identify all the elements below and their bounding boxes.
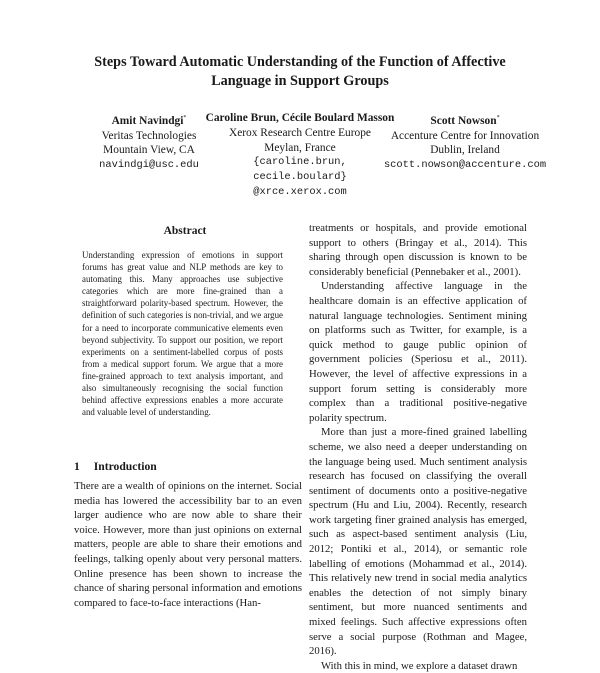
author-name: Caroline Brun, Cécile Boulard Masson [205,112,395,124]
author-affiliation: Veritas Technologies [101,129,197,142]
intro-paragraph-1: There are a wealth of opinions on the internet. Social media has lowered the accessibility bar to an even larger audience who are now able to share their voice. However, more than just opinions on external matters, people are able to share their emotions and feelings, talking openly about very personal matters. Online presence has been shown to increase the chance of sharing personal information and emotions compared to face-to-face interactions (Han- [74,480,302,609]
section-title: Introduction [93,460,157,473]
abstract-heading: Abstract [163,225,207,237]
title-line-2: Language in Support Groups [211,73,389,89]
author-email-line-1: {caroline.brun, [253,156,347,169]
author-name: Amit Navindgi [111,114,184,127]
section-number: 1 [74,460,80,473]
author-affiliation: Xerox Research Centre Europe [228,126,371,139]
title-line-1: Steps Toward Automatic Understanding of the Function of Affective [94,54,506,70]
author-affiliation: Accenture Centre for Innovation [390,129,540,142]
author-email: navindgi@usc.edu [99,159,199,172]
section-heading-introduction [74,460,304,473]
intro-paragraph-3: More than just a more-fined grained labelling scheme, we also need a deeper understanding on the language being used. Much sentiment analysis research has focused on classifying the overall sentiment of documents onto a positive-negative spectrum (Hu and Liu, 2004). Recently, research work targeting finer grained analysis has emerged, such as aspect-based sentiment analysis (Liu, 2012; Pontiki et al., 2014), or semantic role labelling of emotions (Mohammad et al., 2014). This relatively new trend in social media analytics enables the detection of not simply binary sentiment, but more nuanced sentiments and mixed feelings. Such affective expressions often serve a social purpose (Rothman and Magee, 2016). [309,426,527,658]
author-location: Meylan, France [264,141,336,154]
paper-title [60,53,540,91]
author-location: Mountain View, CA [103,144,195,157]
right-column-body [309,221,527,673]
intro-paragraph-2: Understanding affective language in the healthcare domain is an effective application of natural language technologies. Sentiment mining on platforms such as Twitter, for example, is a quick method to gauge public opinion of government policies (Speriosu et al., 2011). However, the level of affective expressions in a support forum setting is considerably more complex than a traditional positive-negative polarity spectrum. [309,280,527,424]
author-footnote-mark: * [496,115,500,121]
abstract-text: Understanding expression of emotions in support forums has great value and NLP methods are key to automating this. Many approaches use subjective categories which are more fine-grained than a straightforward polarity-based spectrum. However, the definition of such categories is non-trivial, and we argue for a need to incorporate communicative elements even beyond subjectivity. To support our position, we report experiments on a sentiment-labelled corpus of posts from a medical support forum. We argue that a more fine-grained approach to text analysis important, and also simultaneously recognising the social function behind affective expressions enables a more accurate and valuable level of understanding. [82,250,283,418]
left-column-body [74,479,302,610]
author-location: Dublin, Ireland [430,144,500,157]
author-email-line-3: @xrce.xerox.com [253,185,347,198]
intro-paragraph-continued: treatments or hospitals, and provide emotional support to others (Bringay et al., 2014). This sharing through open discussion is known to be considerably beneficial (Pennebaker et al., 2001). [309,222,527,278]
author-block-3 [358,111,572,173]
author-email: scott.nowson@accenture.com [383,159,547,172]
author-name: Scott Nowson [430,114,497,127]
author-footnote-mark: * [183,115,187,121]
author-email-line-2: cecile.boulard} [253,171,347,184]
intro-paragraph-4: With this in mind, we explore a dataset drawn [321,659,518,672]
